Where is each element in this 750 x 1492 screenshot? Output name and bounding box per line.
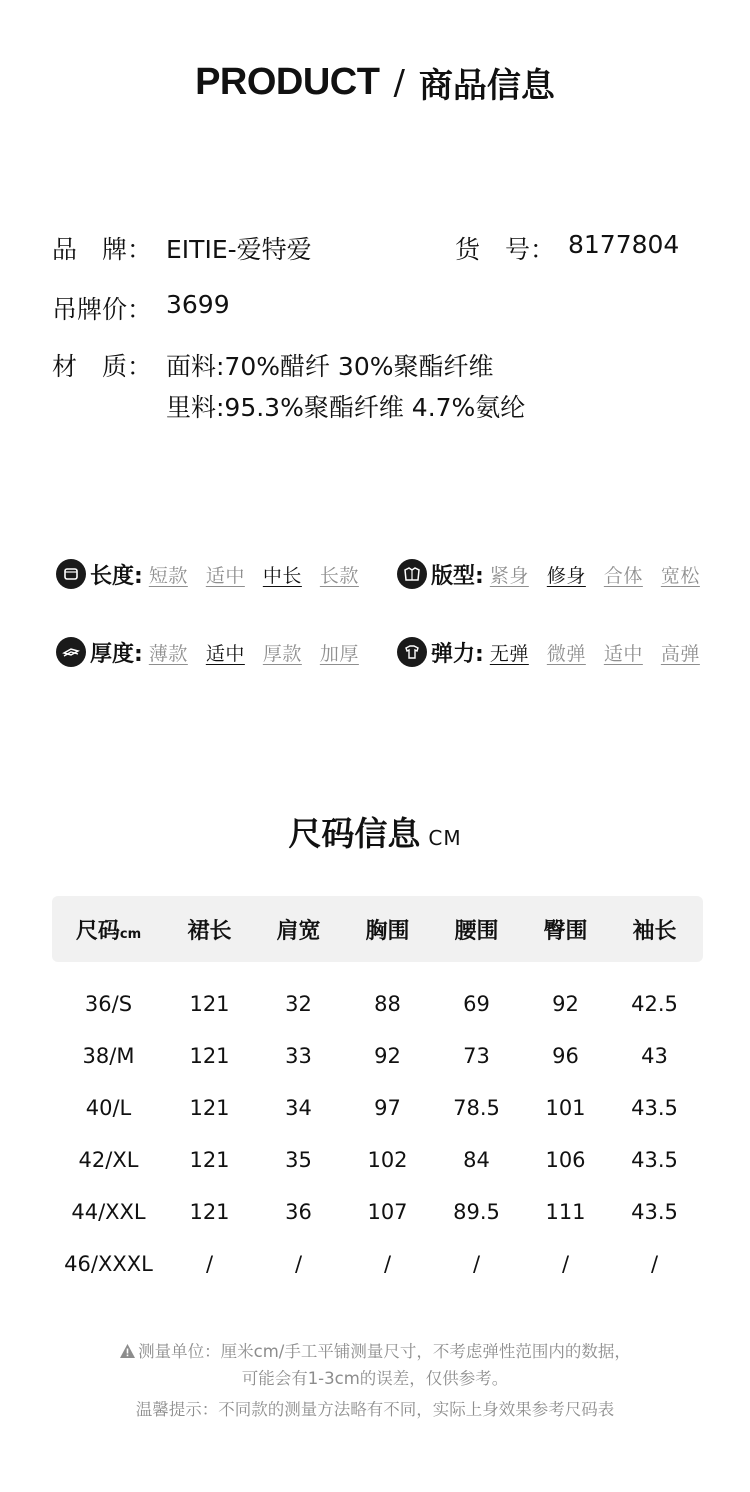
table-cell: 121 (189, 1044, 230, 1068)
garment-fit-icon (397, 559, 427, 589)
table-cell: 35 (285, 1148, 312, 1172)
elasticity-option: 高弹 (660, 642, 700, 665)
table-cell: 32 (285, 992, 312, 1016)
attribute-elasticity (397, 632, 700, 672)
attribute-length (56, 554, 359, 594)
table-cell: 73 (463, 1044, 490, 1068)
title-english: PRODUCT (195, 61, 380, 103)
header-cell-size: 尺码cm (75, 918, 142, 944)
price-value: 3699 (166, 290, 230, 319)
fit-option: 合体 (603, 564, 643, 587)
header-cell: 裙长 (187, 918, 232, 944)
attribute-thickness (56, 632, 359, 672)
table-row (52, 1134, 703, 1186)
table-cell: 102 (367, 1148, 408, 1172)
table-cell: 42.5 (631, 992, 678, 1016)
table-cell: 121 (189, 992, 230, 1016)
elasticity-option: 无弹 (489, 642, 529, 665)
material-line-2: 里料:95.3%聚酯纤维 4.7%氨纶 (166, 393, 526, 422)
note-line-3: 温馨提示：不同款的测量方法略有不同，实际上身效果参考尺码表 (135, 1400, 615, 1419)
fit-label: 版型: (431, 563, 484, 589)
table-cell: 89.5 (453, 1200, 500, 1224)
table-cell: 40/L (85, 1096, 132, 1120)
table-cell: 121 (189, 1096, 230, 1120)
length-option: 短款 (148, 564, 188, 587)
length-label: 长度: (90, 563, 143, 589)
table-cell: 44/XXL (71, 1200, 146, 1224)
table-cell: 43.5 (631, 1148, 678, 1172)
price-label: 吊牌价： (52, 295, 153, 324)
table-row (52, 1186, 703, 1238)
attribute-fit (397, 554, 700, 594)
table-cell: 96 (552, 1044, 579, 1068)
table-cell: 92 (374, 1044, 401, 1068)
fabric-layers-icon (56, 637, 86, 667)
table-cell: / (472, 1252, 481, 1276)
header-cell: 腰围 (454, 918, 499, 944)
note-line-1 (0, 1338, 750, 1365)
header-cell: 臀围 (543, 918, 588, 944)
table-cell: 92 (552, 992, 579, 1016)
table-cell: 97 (374, 1096, 401, 1120)
table-cell: 106 (545, 1148, 586, 1172)
sku-value: 8177804 (568, 230, 680, 259)
size-title-unit: CM (428, 826, 462, 850)
elasticity-option: 适中 (603, 642, 643, 665)
table-cell: 43.5 (631, 1096, 678, 1120)
table-cell: / (205, 1252, 214, 1276)
fit-option: 宽松 (660, 564, 700, 587)
length-options (149, 561, 359, 588)
measurement-notes (0, 1338, 750, 1423)
title-separator: / (393, 62, 405, 103)
table-cell: 33 (285, 1044, 312, 1068)
header-cell: 胸围 (365, 918, 410, 944)
table-cell: 107 (367, 1200, 408, 1224)
fit-options (490, 561, 700, 588)
table-cell: 101 (545, 1096, 586, 1120)
brand-label: 品 牌： (52, 235, 153, 264)
table-row (52, 978, 703, 1030)
header-cell: 肩宽 (276, 918, 321, 944)
title-chinese: 商品信息 (418, 66, 555, 106)
table-cell: 88 (374, 992, 401, 1016)
table-cell: 36/S (84, 992, 133, 1016)
page-title (0, 58, 750, 107)
size-section-title (0, 808, 750, 855)
table-row (52, 1082, 703, 1134)
table-cell: 46/XXXL (64, 1252, 153, 1276)
table-cell: 43 (641, 1044, 668, 1068)
table-cell: 121 (189, 1148, 230, 1172)
shirt-stretch-icon (397, 637, 427, 667)
material-line-1: 面料:70%醋纤 30%聚酯纤维 (166, 352, 494, 381)
elasticity-options (490, 639, 700, 666)
thickness-option: 适中 (205, 642, 245, 665)
elasticity-label: 弹力: (431, 641, 484, 667)
table-cell: 34 (285, 1096, 312, 1120)
fit-option: 修身 (546, 564, 586, 587)
thickness-option: 加厚 (319, 642, 359, 665)
table-cell: / (561, 1252, 570, 1276)
header-cell: 袖长 (632, 918, 677, 944)
fit-option: 紧身 (489, 564, 529, 587)
table-cell: 38/M (82, 1044, 135, 1068)
header-unit: cm (119, 926, 142, 942)
thickness-option: 薄款 (148, 642, 188, 665)
table-cell: 111 (545, 1200, 586, 1224)
size-table-body (52, 978, 703, 1290)
length-option: 中长 (262, 564, 302, 587)
elasticity-option: 微弹 (546, 642, 586, 665)
length-option: 长款 (319, 564, 359, 587)
skirt-icon (56, 559, 86, 589)
note-line-2: 可能会有1-3cm的误差，仅供参考。 (241, 1369, 509, 1388)
size-table-header (52, 896, 703, 962)
length-option: 适中 (205, 564, 245, 587)
note-text-1: 测量单位：厘米cm/手工平铺测量尺寸，不考虑弹性范围内的数据， (138, 1342, 631, 1361)
table-cell: / (294, 1252, 303, 1276)
size-title-text: 尺码信息 (288, 814, 421, 853)
brand-value: EITIE-爱特爱 (166, 235, 312, 264)
table-row (52, 1030, 703, 1082)
table-cell: 42/XL (78, 1148, 139, 1172)
table-cell: 84 (463, 1148, 490, 1172)
table-cell: / (650, 1252, 659, 1276)
table-cell: 36 (285, 1200, 312, 1224)
sku-label: 货 号： (455, 235, 556, 264)
table-cell: / (383, 1252, 392, 1276)
table-cell: 78.5 (453, 1096, 500, 1120)
table-row (52, 1238, 703, 1290)
table-cell: 43.5 (631, 1200, 678, 1224)
warning-icon (119, 1340, 136, 1367)
thickness-options (149, 639, 359, 666)
material-label: 材 质： (52, 352, 153, 381)
table-cell: 121 (189, 1200, 230, 1224)
thickness-label: 厚度: (90, 641, 143, 667)
table-cell: 69 (463, 992, 490, 1016)
thickness-option: 厚款 (262, 642, 302, 665)
